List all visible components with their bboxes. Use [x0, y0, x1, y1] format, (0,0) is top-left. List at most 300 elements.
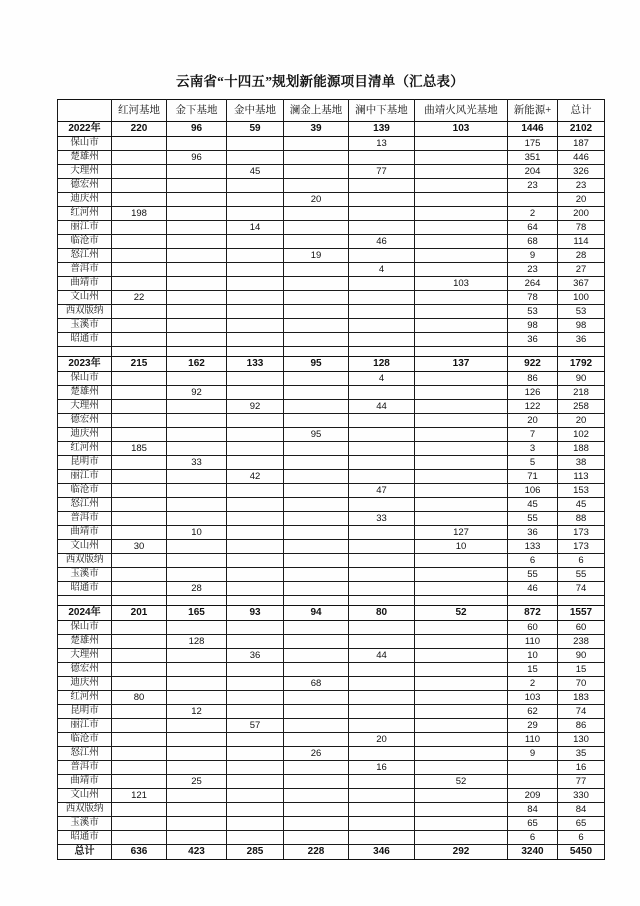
data-cell: [415, 817, 508, 831]
data-cell: [167, 235, 227, 249]
table-row: [58, 761, 605, 775]
data-cell: 38: [558, 456, 605, 470]
data-cell: [227, 512, 284, 526]
data-cell: [112, 705, 167, 719]
data-cell: 60: [508, 621, 558, 635]
data-cell: [112, 512, 167, 526]
data-cell: 103: [508, 691, 558, 705]
data-cell: [415, 663, 508, 677]
column-header: 总计: [558, 100, 605, 122]
data-cell: 2: [508, 207, 558, 221]
data-cell: [415, 319, 508, 333]
data-cell: 15: [558, 663, 605, 677]
data-cell: [167, 817, 227, 831]
data-cell: 65: [558, 817, 605, 831]
data-cell: 23: [508, 263, 558, 277]
data-cell: [349, 621, 415, 635]
data-cell: 45: [508, 498, 558, 512]
region-label: 楚雄州: [58, 151, 112, 165]
region-label: 曲靖市: [58, 775, 112, 789]
data-cell: [284, 235, 349, 249]
data-cell: 9: [508, 747, 558, 761]
data-cell: 200: [558, 207, 605, 221]
data-cell: [167, 747, 227, 761]
table-row: [58, 677, 605, 691]
region-label: 迪庆州: [58, 677, 112, 691]
data-cell: 15: [508, 663, 558, 677]
table-row: [58, 526, 605, 540]
data-cell: [284, 179, 349, 193]
data-cell: 33: [167, 456, 227, 470]
table-row: [58, 428, 605, 442]
data-cell: [349, 207, 415, 221]
data-cell: [508, 761, 558, 775]
data-cell: [415, 137, 508, 151]
table-row: [58, 319, 605, 333]
data-cell: 122: [508, 400, 558, 414]
data-cell: [284, 663, 349, 677]
data-cell: [167, 372, 227, 386]
data-cell: [349, 291, 415, 305]
section-spacer-row: [58, 596, 605, 606]
data-cell: [112, 677, 167, 691]
region-label: 昭通市: [58, 582, 112, 596]
region-label: 西双版纳: [58, 305, 112, 319]
data-cell: 264: [508, 277, 558, 291]
year-summary-row: [58, 357, 605, 372]
table-row: [58, 554, 605, 568]
data-cell: [284, 635, 349, 649]
data-cell: 153: [558, 484, 605, 498]
data-cell: 84: [508, 803, 558, 817]
data-cell: [415, 151, 508, 165]
data-cell: [415, 179, 508, 193]
data-cell: 14: [227, 221, 284, 235]
data-cell: [112, 319, 167, 333]
data-cell: 95: [284, 428, 349, 442]
data-cell: [227, 831, 284, 845]
data-cell: [167, 803, 227, 817]
data-cell: [349, 456, 415, 470]
data-cell: [349, 775, 415, 789]
data-cell: [415, 484, 508, 498]
data-cell: [415, 235, 508, 249]
data-cell: [227, 249, 284, 263]
table-row: [58, 635, 605, 649]
data-cell: 46: [349, 235, 415, 249]
data-cell: [227, 498, 284, 512]
data-cell: [284, 221, 349, 235]
region-label: 玉溪市: [58, 568, 112, 582]
data-cell: [349, 414, 415, 428]
data-cell: 133: [508, 540, 558, 554]
data-cell: 188: [558, 442, 605, 456]
year-total-cell: 922: [508, 357, 558, 372]
data-cell: 35: [558, 747, 605, 761]
data-cell: [227, 179, 284, 193]
data-cell: 103: [415, 277, 508, 291]
table-row: [58, 235, 605, 249]
data-cell: [349, 470, 415, 484]
data-cell: 88: [558, 512, 605, 526]
data-cell: [112, 803, 167, 817]
data-cell: [284, 649, 349, 663]
year-total-cell: 95: [284, 357, 349, 372]
data-cell: [415, 305, 508, 319]
data-cell: [167, 691, 227, 705]
region-label: 西双版纳: [58, 554, 112, 568]
data-cell: 92: [227, 400, 284, 414]
data-cell: [415, 831, 508, 845]
grand-total-cell: 228: [284, 845, 349, 860]
data-cell: 10: [415, 540, 508, 554]
data-cell: 12: [167, 705, 227, 719]
data-cell: [415, 400, 508, 414]
data-cell: 26: [284, 747, 349, 761]
data-cell: 2: [508, 677, 558, 691]
data-cell: 45: [558, 498, 605, 512]
data-cell: 6: [508, 554, 558, 568]
year-total-cell: 80: [349, 606, 415, 621]
data-cell: 5: [508, 456, 558, 470]
table-row: [58, 333, 605, 347]
data-cell: 57: [227, 719, 284, 733]
data-cell: [284, 582, 349, 596]
data-cell: [284, 400, 349, 414]
region-label: 楚雄州: [58, 635, 112, 649]
data-cell: [284, 761, 349, 775]
region-label: 普洱市: [58, 263, 112, 277]
data-cell: [415, 428, 508, 442]
data-cell: [112, 165, 167, 179]
region-label: 文山州: [58, 291, 112, 305]
data-cell: 28: [167, 582, 227, 596]
data-cell: 78: [508, 291, 558, 305]
data-cell: 238: [558, 635, 605, 649]
data-cell: [415, 414, 508, 428]
column-header: 曲靖火风光基地: [415, 100, 508, 122]
year-total-cell: 1792: [558, 357, 605, 372]
year-total-cell: 133: [227, 357, 284, 372]
table-row: [58, 291, 605, 305]
data-cell: [112, 428, 167, 442]
data-cell: 10: [508, 649, 558, 663]
region-label: 普洱市: [58, 761, 112, 775]
data-cell: [167, 400, 227, 414]
data-cell: 20: [508, 414, 558, 428]
data-cell: 23: [558, 179, 605, 193]
data-cell: [167, 207, 227, 221]
year-total-cell: 2102: [558, 122, 605, 137]
table-row: [58, 582, 605, 596]
data-cell: 20: [349, 733, 415, 747]
data-cell: 30: [112, 540, 167, 554]
data-cell: [112, 498, 167, 512]
table-row: [58, 179, 605, 193]
data-cell: [349, 151, 415, 165]
data-cell: [167, 719, 227, 733]
data-cell: 90: [558, 372, 605, 386]
data-cell: 6: [508, 831, 558, 845]
data-cell: 86: [558, 719, 605, 733]
data-cell: [227, 333, 284, 347]
data-cell: 16: [558, 761, 605, 775]
data-cell: [349, 677, 415, 691]
region-label: 怒江州: [58, 747, 112, 761]
data-cell: [415, 165, 508, 179]
data-cell: [349, 831, 415, 845]
table-row: [58, 649, 605, 663]
data-cell: [284, 372, 349, 386]
region-label: 德宏州: [58, 179, 112, 193]
data-cell: [112, 568, 167, 582]
data-cell: 55: [508, 568, 558, 582]
data-cell: [112, 747, 167, 761]
data-cell: [227, 305, 284, 319]
year-total-cell: 139: [349, 122, 415, 137]
data-cell: 53: [558, 305, 605, 319]
data-cell: 9: [508, 249, 558, 263]
region-label: 保山市: [58, 137, 112, 151]
data-cell: [227, 621, 284, 635]
data-cell: [349, 193, 415, 207]
year-summary-row: [58, 122, 605, 137]
data-cell: [112, 151, 167, 165]
data-cell: 110: [508, 635, 558, 649]
data-cell: [415, 733, 508, 747]
table-row: [58, 705, 605, 719]
grand-total-cell: 423: [167, 845, 227, 860]
data-cell: [167, 761, 227, 775]
data-cell: [227, 428, 284, 442]
table-row: [58, 442, 605, 456]
region-label: 红河州: [58, 207, 112, 221]
data-cell: [112, 137, 167, 151]
table-row: [58, 249, 605, 263]
region-label: 临沧市: [58, 235, 112, 249]
data-cell: 44: [349, 649, 415, 663]
data-cell: [284, 512, 349, 526]
data-cell: 46: [508, 582, 558, 596]
data-cell: [227, 568, 284, 582]
year-total-cell: 94: [284, 606, 349, 621]
data-cell: [415, 249, 508, 263]
data-cell: 22: [112, 291, 167, 305]
column-header: 澜金上基地: [284, 100, 349, 122]
data-cell: 183: [558, 691, 605, 705]
data-cell: 113: [558, 470, 605, 484]
region-label: 丽江市: [58, 470, 112, 484]
table-row: [58, 512, 605, 526]
data-cell: [415, 207, 508, 221]
data-cell: [284, 263, 349, 277]
data-cell: [167, 498, 227, 512]
year-total-cell: 96: [167, 122, 227, 137]
data-cell: [227, 677, 284, 691]
data-cell: [415, 291, 508, 305]
data-cell: [284, 277, 349, 291]
data-cell: 367: [558, 277, 605, 291]
summary-table-container: [57, 99, 593, 860]
data-cell: [227, 193, 284, 207]
data-cell: [227, 663, 284, 677]
data-cell: [227, 414, 284, 428]
data-cell: [227, 582, 284, 596]
data-cell: [349, 305, 415, 319]
data-cell: [284, 291, 349, 305]
data-cell: 110: [508, 733, 558, 747]
data-cell: [227, 526, 284, 540]
table-row: [58, 719, 605, 733]
data-cell: [349, 705, 415, 719]
data-cell: 62: [508, 705, 558, 719]
year-label: 2023年: [58, 357, 112, 372]
region-label: 大理州: [58, 649, 112, 663]
data-cell: [227, 207, 284, 221]
data-cell: [284, 414, 349, 428]
data-cell: [284, 151, 349, 165]
data-cell: [284, 554, 349, 568]
data-cell: 70: [558, 677, 605, 691]
table-row: [58, 165, 605, 179]
data-cell: [284, 305, 349, 319]
data-cell: [227, 540, 284, 554]
year-total-cell: 215: [112, 357, 167, 372]
data-cell: [349, 319, 415, 333]
data-cell: [284, 207, 349, 221]
data-cell: [284, 456, 349, 470]
data-cell: [284, 498, 349, 512]
data-cell: 71: [508, 470, 558, 484]
data-cell: [167, 733, 227, 747]
data-cell: 351: [508, 151, 558, 165]
table-row: [58, 207, 605, 221]
data-cell: [284, 621, 349, 635]
data-cell: [227, 277, 284, 291]
table-row: [58, 621, 605, 635]
data-cell: [415, 691, 508, 705]
data-cell: [112, 470, 167, 484]
data-cell: [284, 691, 349, 705]
data-cell: [167, 193, 227, 207]
data-cell: [349, 179, 415, 193]
region-label: 曲靖市: [58, 526, 112, 540]
data-cell: [349, 663, 415, 677]
table-row: [58, 733, 605, 747]
data-cell: 20: [558, 193, 605, 207]
table-row: [58, 400, 605, 414]
data-cell: [227, 705, 284, 719]
data-cell: 121: [112, 789, 167, 803]
data-cell: 64: [508, 221, 558, 235]
data-cell: [112, 414, 167, 428]
data-cell: [415, 263, 508, 277]
column-header: 金中基地: [227, 100, 284, 122]
data-cell: [284, 705, 349, 719]
year-label: 2024年: [58, 606, 112, 621]
data-cell: [349, 582, 415, 596]
data-cell: [415, 221, 508, 235]
data-cell: [349, 691, 415, 705]
data-cell: [349, 498, 415, 512]
year-total-cell: 128: [349, 357, 415, 372]
data-cell: [227, 733, 284, 747]
data-cell: [167, 663, 227, 677]
data-cell: 77: [558, 775, 605, 789]
grand-total-row: [58, 845, 605, 860]
data-cell: [227, 386, 284, 400]
data-cell: [227, 456, 284, 470]
data-cell: [167, 677, 227, 691]
data-cell: 4: [349, 263, 415, 277]
data-cell: [284, 442, 349, 456]
table-header-row: [58, 100, 605, 122]
data-cell: [167, 137, 227, 151]
data-cell: 204: [508, 165, 558, 179]
table-row: [58, 151, 605, 165]
data-cell: [415, 677, 508, 691]
data-cell: [415, 372, 508, 386]
data-cell: 86: [508, 372, 558, 386]
data-cell: 77: [349, 165, 415, 179]
column-header: 金下基地: [167, 100, 227, 122]
data-cell: [508, 775, 558, 789]
data-cell: [415, 333, 508, 347]
table-corner-cell: [58, 100, 112, 122]
page-title: 云南省“十四五”规划新能源项目清单（汇总表）: [176, 74, 464, 89]
region-label: 楚雄州: [58, 386, 112, 400]
data-cell: [167, 319, 227, 333]
data-cell: 20: [558, 414, 605, 428]
data-cell: [415, 761, 508, 775]
data-cell: [227, 691, 284, 705]
data-cell: [167, 540, 227, 554]
table-row: [58, 775, 605, 789]
table-row: [58, 747, 605, 761]
data-cell: [415, 386, 508, 400]
data-cell: [284, 719, 349, 733]
data-cell: [415, 705, 508, 719]
data-cell: [349, 817, 415, 831]
data-cell: [112, 456, 167, 470]
data-cell: [284, 470, 349, 484]
data-cell: 65: [508, 817, 558, 831]
data-cell: 74: [558, 705, 605, 719]
data-cell: [112, 372, 167, 386]
table-row: [58, 277, 605, 291]
region-label: 德宏州: [58, 663, 112, 677]
data-cell: 114: [558, 235, 605, 249]
data-cell: 98: [558, 319, 605, 333]
data-cell: [349, 540, 415, 554]
grand-total-cell: 292: [415, 845, 508, 860]
data-cell: 36: [508, 333, 558, 347]
grand-total-cell: 346: [349, 845, 415, 860]
data-cell: 27: [558, 263, 605, 277]
region-label: 红河州: [58, 691, 112, 705]
data-cell: [112, 775, 167, 789]
data-cell: [167, 333, 227, 347]
region-label: 迪庆州: [58, 428, 112, 442]
table-row: [58, 305, 605, 319]
region-label: 文山州: [58, 540, 112, 554]
data-cell: [227, 803, 284, 817]
data-cell: 68: [284, 677, 349, 691]
column-header: 澜中下基地: [349, 100, 415, 122]
data-cell: 185: [112, 442, 167, 456]
data-cell: [349, 221, 415, 235]
data-cell: [167, 428, 227, 442]
